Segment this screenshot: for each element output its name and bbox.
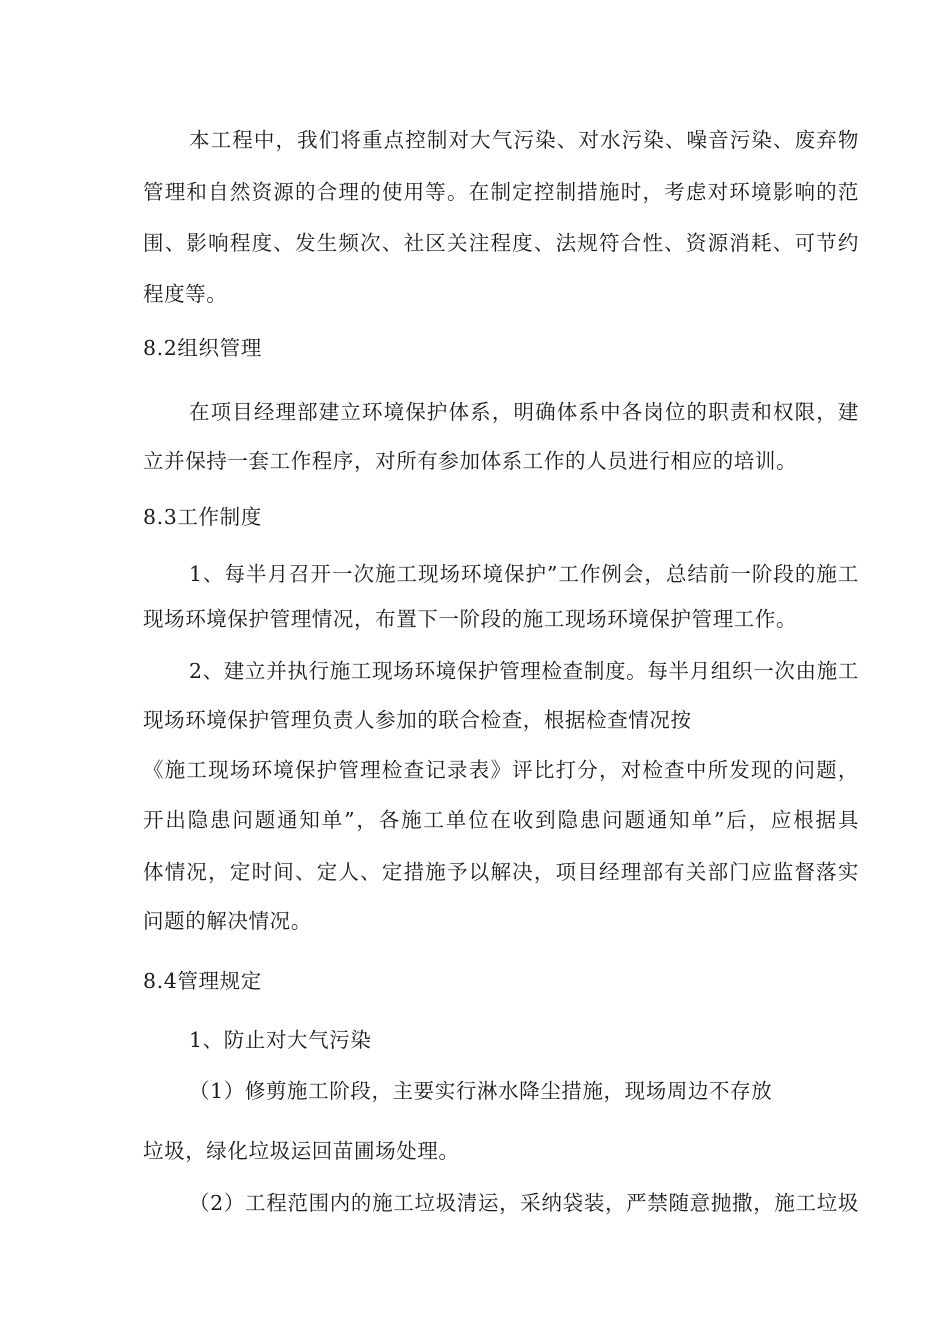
- paragraph-organization-line-2: 立并保持一套工作程序，对所有参加体系工作的人员进行相应的培训。: [143, 449, 798, 473]
- paragraph-work-system-1-line-2: 现场环境保护管理情况，布置下一阶段的施工现场环境保护管理工作。: [143, 607, 798, 631]
- paragraph-work-system-2-line-2: 现场环境保护管理负责人参加的联合检查，根据检查情况按: [143, 708, 692, 732]
- paragraph-work-system-1-line-1: 1、每半月召开一次施工现场环境保护”工作例会，总结前一阶段的施工: [189, 562, 859, 586]
- paragraph-work-system-2-line-3: 《施工现场环境保护管理检查记录表》评比打分，对检查中所发现的问题，: [143, 758, 859, 782]
- section-heading-8-2: 8.2组织管理: [143, 336, 262, 360]
- paragraph-intro-line-1: 本工程中，我们将重点控制对大气污染、对水污染、噪音污染、废弃物: [189, 128, 859, 152]
- section-heading-8-4: 8.4管理规定: [143, 969, 262, 993]
- paragraph-work-system-2-line-6: 问题的解决情况。: [143, 909, 312, 933]
- paragraph-work-system-2-line-4: 开出隐患问题通知单”，各施工单位在收到隐患问题通知单”后，应根据具: [143, 808, 859, 832]
- list-item-air-pollution: 1、防止对大气污染: [189, 1028, 372, 1052]
- paragraph-work-system-2-line-1: 2、建立并执行施工现场环境保护管理检查制度。每半月组织一次由施工: [189, 659, 859, 683]
- sub-item-1-line-1: （1）修剪施工阶段，主要实行淋水降尘措施，现场周边不存放: [189, 1079, 773, 1103]
- paragraph-work-system-2-line-5: 体情况，定时间、定人、定措施予以解决，项目经理部有关部门应监督落实: [143, 860, 859, 884]
- sub-item-2-line-1: （2）工程范围内的施工垃圾清运，采纳袋装，严禁随意抛撒，施工垃圾: [189, 1191, 859, 1215]
- paragraph-intro-line-3: 围、影响程度、发生频次、社区关注程度、法规符合性、资源消耗、可节约: [143, 231, 859, 255]
- section-heading-8-3: 8.3工作制度: [143, 505, 262, 529]
- paragraph-intro-line-4: 程度等。: [143, 282, 228, 306]
- sub-item-1-line-2: 垃圾，绿化垃圾运回苗圃场处理。: [143, 1139, 460, 1163]
- paragraph-intro-line-2: 管理和自然资源的合理的使用等。在制定控制措施时，考虑对环境影响的范: [143, 180, 859, 204]
- paragraph-organization-line-1: 在项目经理部建立环境保护体系，明确体系中各岗位的职责和权限，建: [189, 400, 859, 424]
